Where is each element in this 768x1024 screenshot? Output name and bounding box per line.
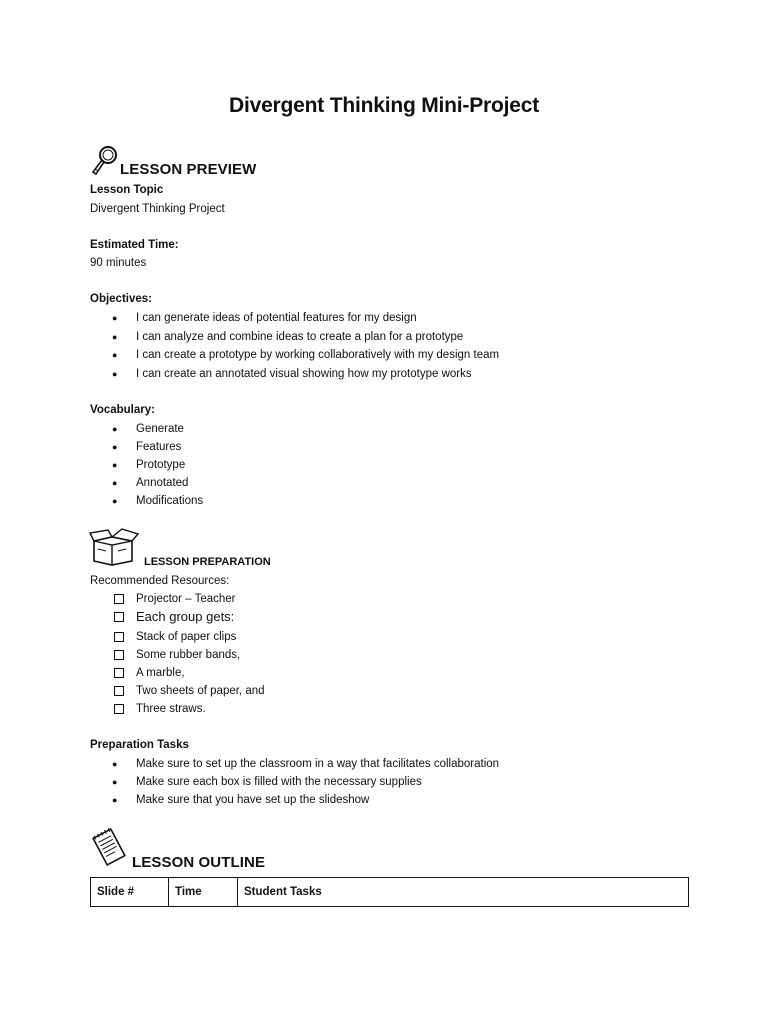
list-item: ● Make sure each box is filled with the necessary supplies: [112, 775, 499, 793]
page-title: Divergent Thinking Mini-Project: [229, 94, 539, 117]
list-item: ● Modifications: [112, 494, 203, 512]
notepad-icon: [90, 826, 128, 868]
checklist-item: Three straws.: [112, 702, 265, 720]
checklist-item: Some rubber bands,: [112, 648, 265, 666]
magnifying-glass-icon: [88, 144, 120, 176]
list-item: ● Make sure to set up the classroom in a way that facilitates collaboration: [112, 757, 499, 775]
list-item: ● I can analyze and combine ideas to create a plan for a prototype: [112, 330, 499, 349]
lesson-preview-heading: LESSON PREVIEW: [120, 161, 257, 178]
column-header-student-tasks: Student Tasks: [238, 878, 689, 907]
list-item: ● Generate: [112, 422, 203, 440]
list-item: ● Make sure that you have set up the slideshow: [112, 793, 499, 811]
vocabulary-label: Vocabulary:: [90, 404, 155, 416]
list-item: ● I can generate ideas of potential features for my design: [112, 311, 499, 330]
lesson-outline-heading: LESSON OUTLINE: [132, 854, 266, 871]
preparation-tasks-list: [112, 757, 499, 811]
lesson-outline-table: [90, 877, 689, 907]
resources-list: [112, 592, 265, 720]
column-header-slide: Slide #: [91, 878, 169, 907]
list-item: ● Features: [112, 440, 203, 458]
objectives-list: [112, 311, 499, 385]
checklist-item: Each group gets:: [112, 610, 265, 630]
lesson-preparation-heading: LESSON PREPARATION: [144, 556, 271, 568]
list-item: ● Annotated: [112, 476, 203, 494]
lesson-topic-value: Divergent Thinking Project: [90, 203, 225, 215]
lesson-topic-label: Lesson Topic: [90, 184, 164, 196]
list-item: ● I can create a prototype by working collaboratively with my design team: [112, 348, 499, 367]
list-item: ● I can create an annotated visual showing how my prototype works: [112, 367, 499, 386]
objectives-label: Objectives:: [90, 293, 152, 305]
table-header-row: [91, 878, 689, 907]
recommended-resources-label: Recommended Resources:: [90, 575, 230, 587]
preparation-tasks-label: Preparation Tasks: [90, 739, 189, 751]
estimated-time-value: 90 minutes: [90, 257, 147, 269]
estimated-time-label: Estimated Time:: [90, 239, 179, 251]
box-icon: [88, 527, 140, 567]
list-item: ● Prototype: [112, 458, 203, 476]
vocabulary-list: [112, 422, 203, 512]
checklist-item: Two sheets of paper, and: [112, 684, 265, 702]
column-header-time: Time: [169, 878, 238, 907]
checklist-item: A marble,: [112, 666, 265, 684]
checklist-item: Stack of paper clips: [112, 630, 265, 648]
checklist-item: Projector – Teacher: [112, 592, 265, 610]
